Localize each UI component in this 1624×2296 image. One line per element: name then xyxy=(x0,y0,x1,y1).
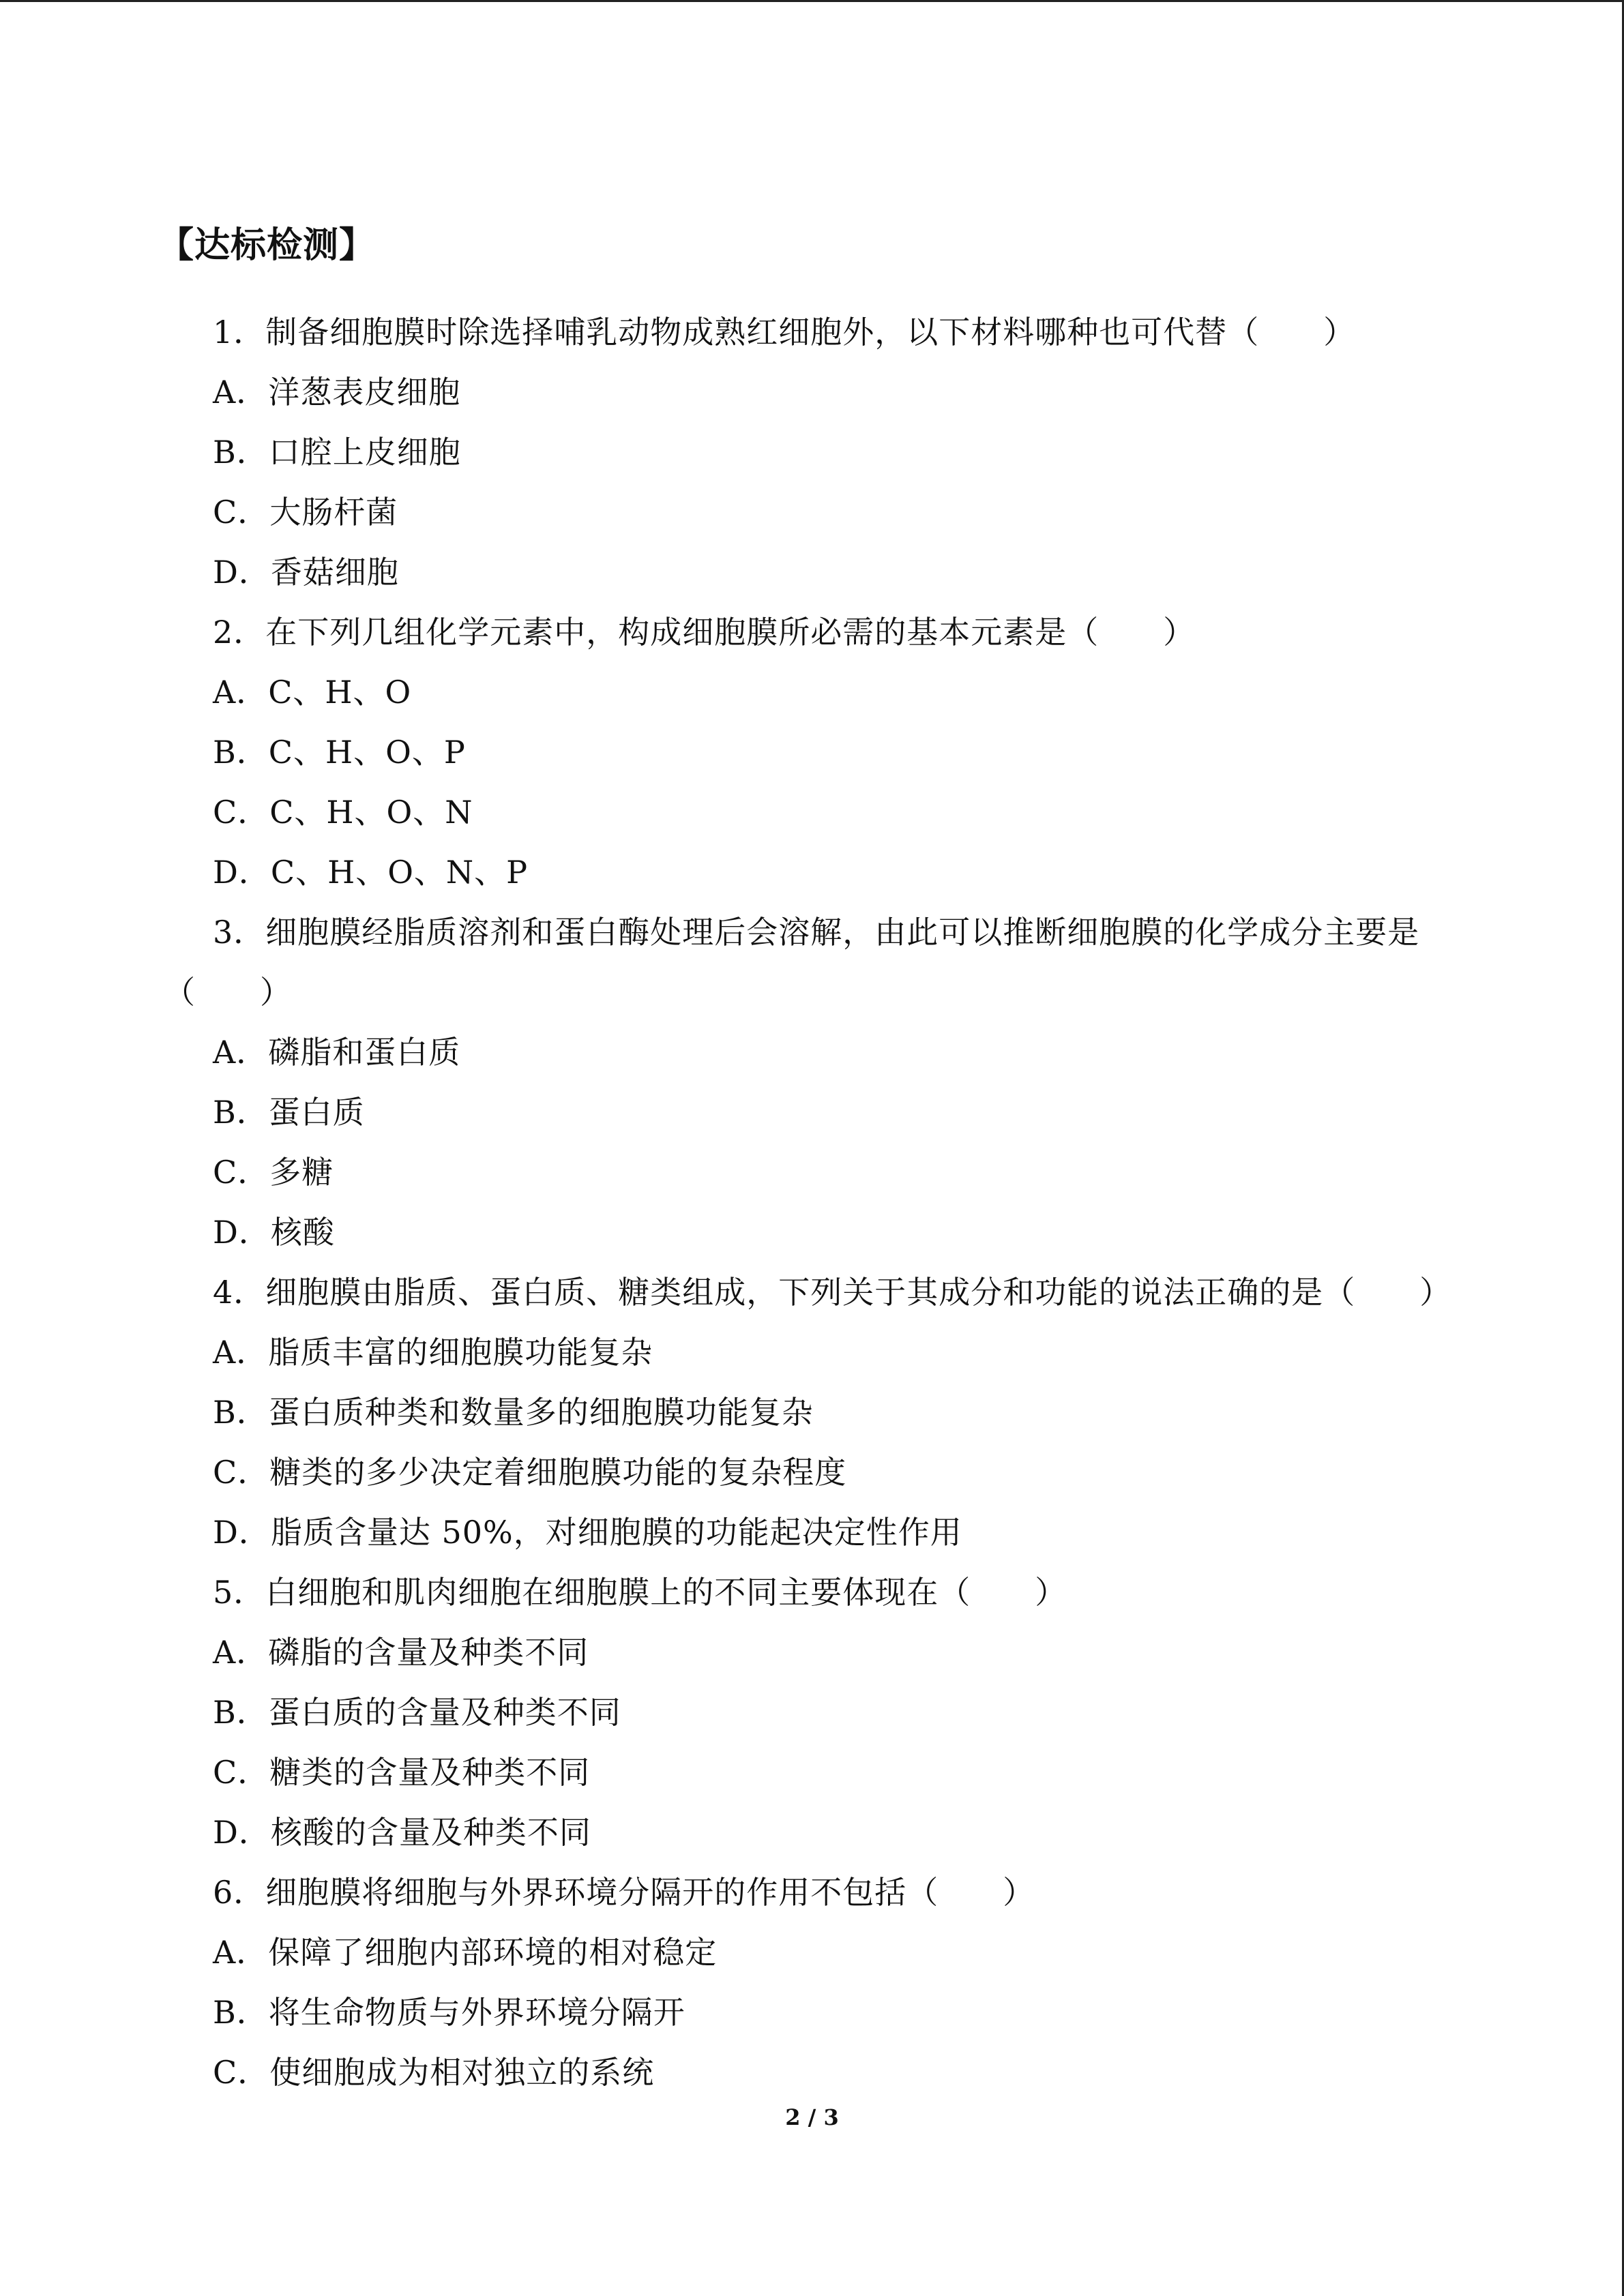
question-5-option-b: B．蛋白质的含量及种类不同 xyxy=(213,1694,621,1731)
question-6-option-a: A．保障了细胞内部环境的相对稳定 xyxy=(213,1934,718,1971)
question-4-option-b: B．蛋白质种类和数量多的细胞膜功能复杂 xyxy=(213,1394,814,1431)
question-2-option-d: D．C、H、O、N、P xyxy=(213,854,529,891)
question-1-option-a: A．洋葱表皮细胞 xyxy=(213,374,461,411)
question-5-option-d: D．核酸的含量及种类不同 xyxy=(213,1814,591,1851)
question-1-stem: 1．制备细胞膜时除选择哺乳动物成熟红细胞外，以下材料哪种也可代替（ ） xyxy=(213,314,1356,351)
question-5-stem: 5．白细胞和肌肉细胞在细胞膜上的不同主要体现在（ ） xyxy=(213,1574,1067,1611)
page-border-top xyxy=(0,0,1624,2)
question-5-option-a: A．磷脂的含量及种类不同 xyxy=(213,1634,589,1671)
question-3-stem: 3．细胞膜经脂质溶剂和蛋白酶处理后会溶解，由此可以推断细胞膜的化学成分主要是 xyxy=(213,914,1420,951)
question-1-option-c: C．大肠杆菌 xyxy=(213,494,398,531)
question-6-option-b: B．将生命物质与外界环境分隔开 xyxy=(213,1994,685,2031)
question-3-option-d: D．核酸 xyxy=(213,1214,335,1251)
question-4-stem: 4．细胞膜由脂质、蛋白质、糖类组成，下列关于其成分和功能的说法正确的是（ ） xyxy=(213,1274,1452,1311)
question-2-option-c: C．C、H、O、N xyxy=(213,794,473,831)
question-1-option-d: D．香菇细胞 xyxy=(213,554,399,591)
question-4-option-d: D．脂质含量达 50%，对细胞膜的功能起决定性作用 xyxy=(213,1514,962,1551)
question-2-stem: 2．在下列几组化学元素中，构成细胞膜所必需的基本元素是（ ） xyxy=(213,614,1196,651)
page-number: 2 / 3 xyxy=(785,2104,839,2130)
question-4-option-c: C．糖类的多少决定着细胞膜功能的复杂程度 xyxy=(213,1454,847,1491)
question-3-stem-continuation: （ ） xyxy=(164,974,292,1011)
question-1-option-b: B．口腔上皮细胞 xyxy=(213,434,461,471)
question-4-option-a: A．脂质丰富的细胞膜功能复杂 xyxy=(213,1334,653,1371)
question-3-option-b: B．蛋白质 xyxy=(213,1094,365,1131)
question-6-stem: 6．细胞膜将细胞与外界环境分隔开的作用不包括（ ） xyxy=(213,1874,1035,1911)
question-2-option-a: A．C、H、O xyxy=(213,674,412,711)
question-list xyxy=(0,302,1624,2102)
question-5-option-c: C．糖类的含量及种类不同 xyxy=(213,1754,591,1791)
section-title: 【达标检测】 xyxy=(158,225,376,266)
question-3-option-a: A．磷脂和蛋白质 xyxy=(213,1034,461,1071)
question-3-option-c: C．多糖 xyxy=(213,1154,334,1191)
question-6-option-c: C．使细胞成为相对独立的系统 xyxy=(213,2054,655,2091)
question-2-option-b: B．C、H、O、P xyxy=(213,734,466,771)
